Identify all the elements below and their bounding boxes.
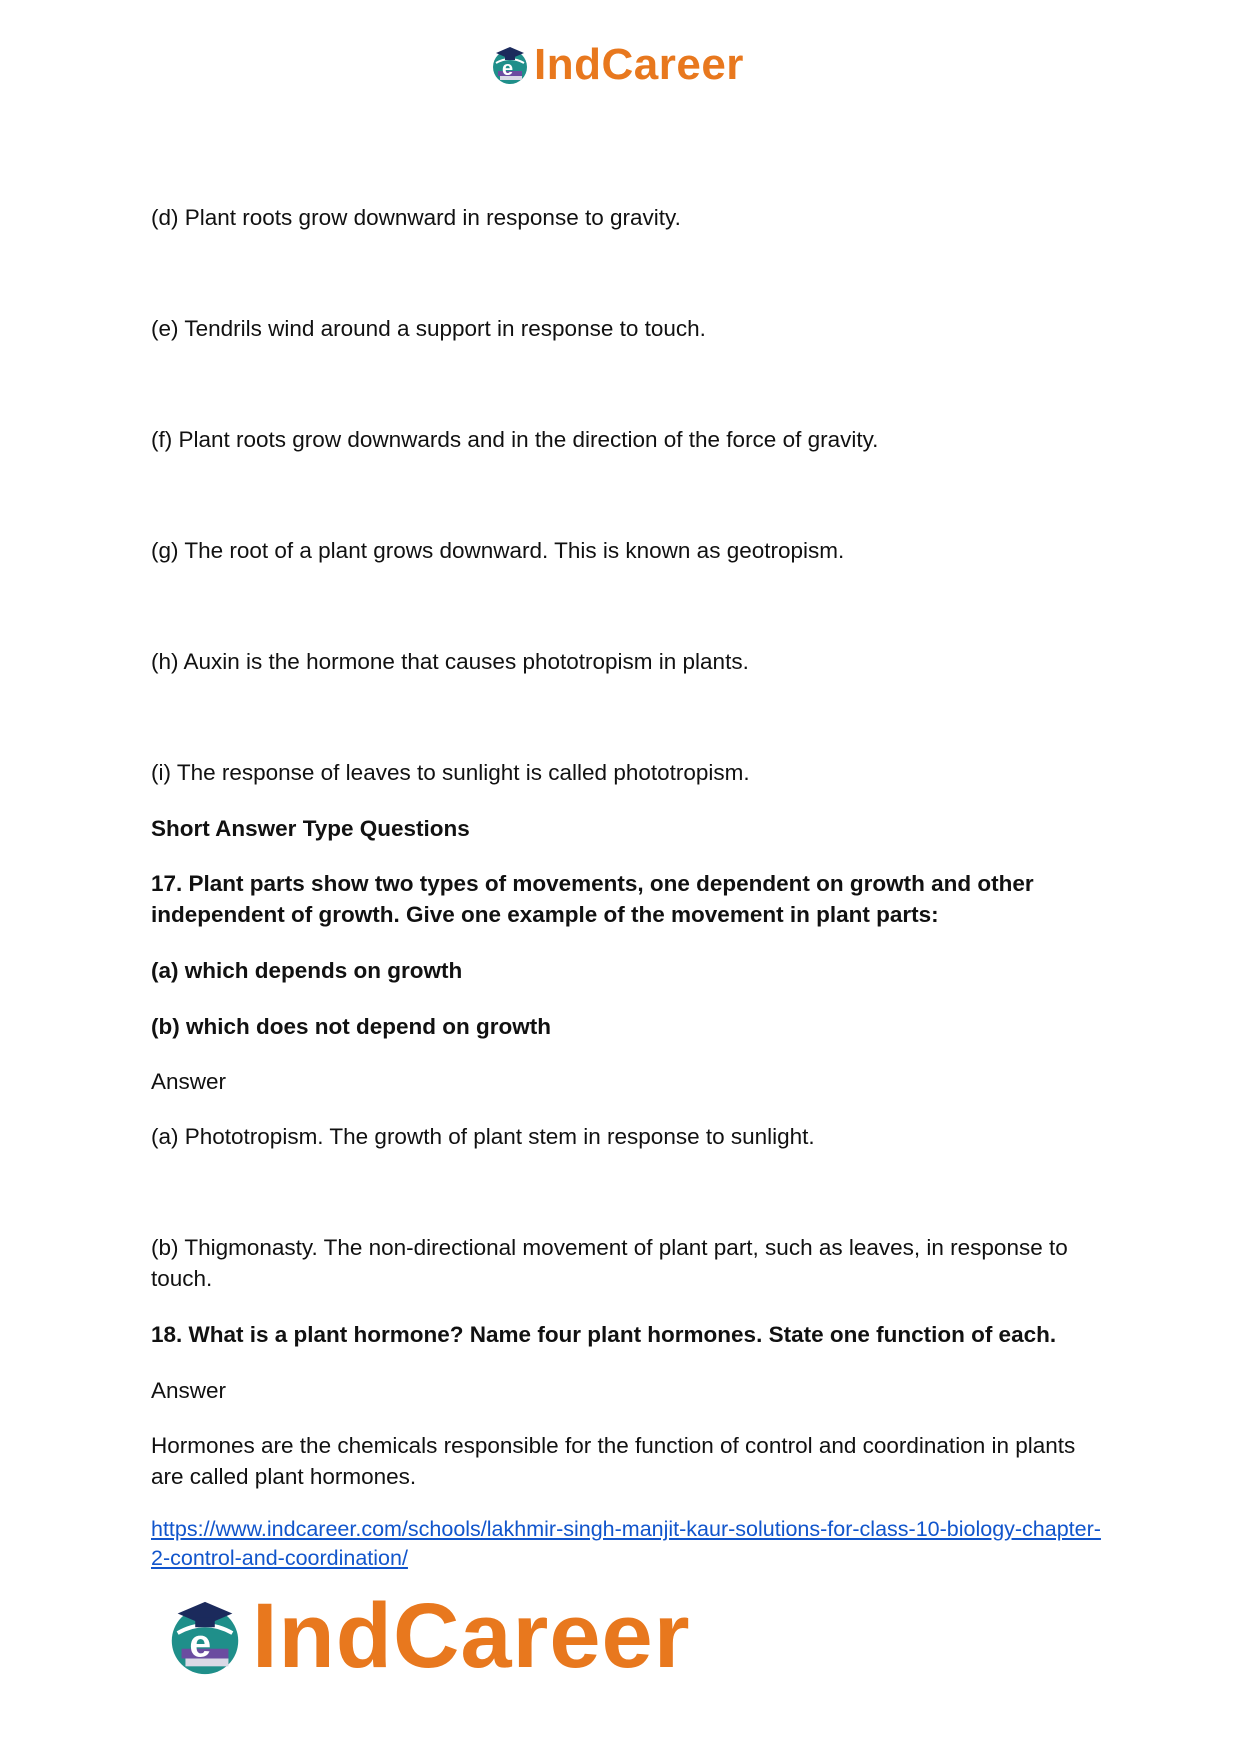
svg-text:e: e: [502, 58, 514, 80]
answer-line-i: (i) The response of leaves to sunlight is called phototropism.: [151, 760, 750, 785]
question-17: 17. Plant parts show two types of movements, one dependent on growth and other independent of growth. Give one example of the movement in plant parts:: [151, 871, 1034, 927]
answer-line-g: (g) The root of a plant grows downward. This is known as geotropism.: [151, 538, 845, 563]
brand-name-large: IndCareer: [252, 1585, 691, 1687]
answer-label-18: Answer: [151, 1378, 227, 1403]
answer-label-17: Answer: [151, 1069, 227, 1094]
brand-name: IndCareer: [534, 40, 744, 89]
globe-graduation-cap-books-icon: [488, 43, 532, 87]
source-link-line: [151, 1515, 1101, 1573]
source-link[interactable]: https://www.indcareer.com/schools/lakhmir-singh-manjit-kaur-solutions-for-class-10-biology-chapter-2-control-and-coordination/: [151, 1517, 1101, 1570]
answer-17-a: (a) Phototropism. The growth of plant stem in response to sunlight.: [151, 1124, 815, 1149]
question-18: 18. What is a plant hormone? Name four plant hormones. State one function of each.: [151, 1322, 1057, 1347]
answer-line-d: (d) Plant roots grow downward in response to gravity.: [151, 205, 681, 230]
svg-text:e: e: [189, 1622, 212, 1666]
globe-graduation-cap-books-icon: [162, 1594, 248, 1680]
question-17-part-a: (a) which depends on growth: [151, 958, 463, 983]
answer-line-f: (f) Plant roots grow downwards and in the direction of the force of gravity.: [151, 427, 879, 452]
indcareer-logo-top: [488, 40, 744, 90]
section-heading: Short Answer Type Questions: [151, 816, 470, 841]
indcareer-logo-bottom: [162, 1584, 691, 1689]
answer-17-b: (b) Thigmonasty. The non-directional movement of plant part, such as leaves, in response to touch.: [151, 1235, 1068, 1291]
answer-line-h: (h) Auxin is the hormone that causes phototropism in plants.: [151, 649, 749, 674]
answer-18-text: Hormones are the chemicals responsible for the function of control and coordination in plants are called plant hormones.: [151, 1433, 1076, 1489]
question-17-part-b: (b) which does not depend on growth: [151, 1014, 551, 1039]
answer-line-e: (e) Tendrils wind around a support in response to touch.: [151, 316, 706, 341]
